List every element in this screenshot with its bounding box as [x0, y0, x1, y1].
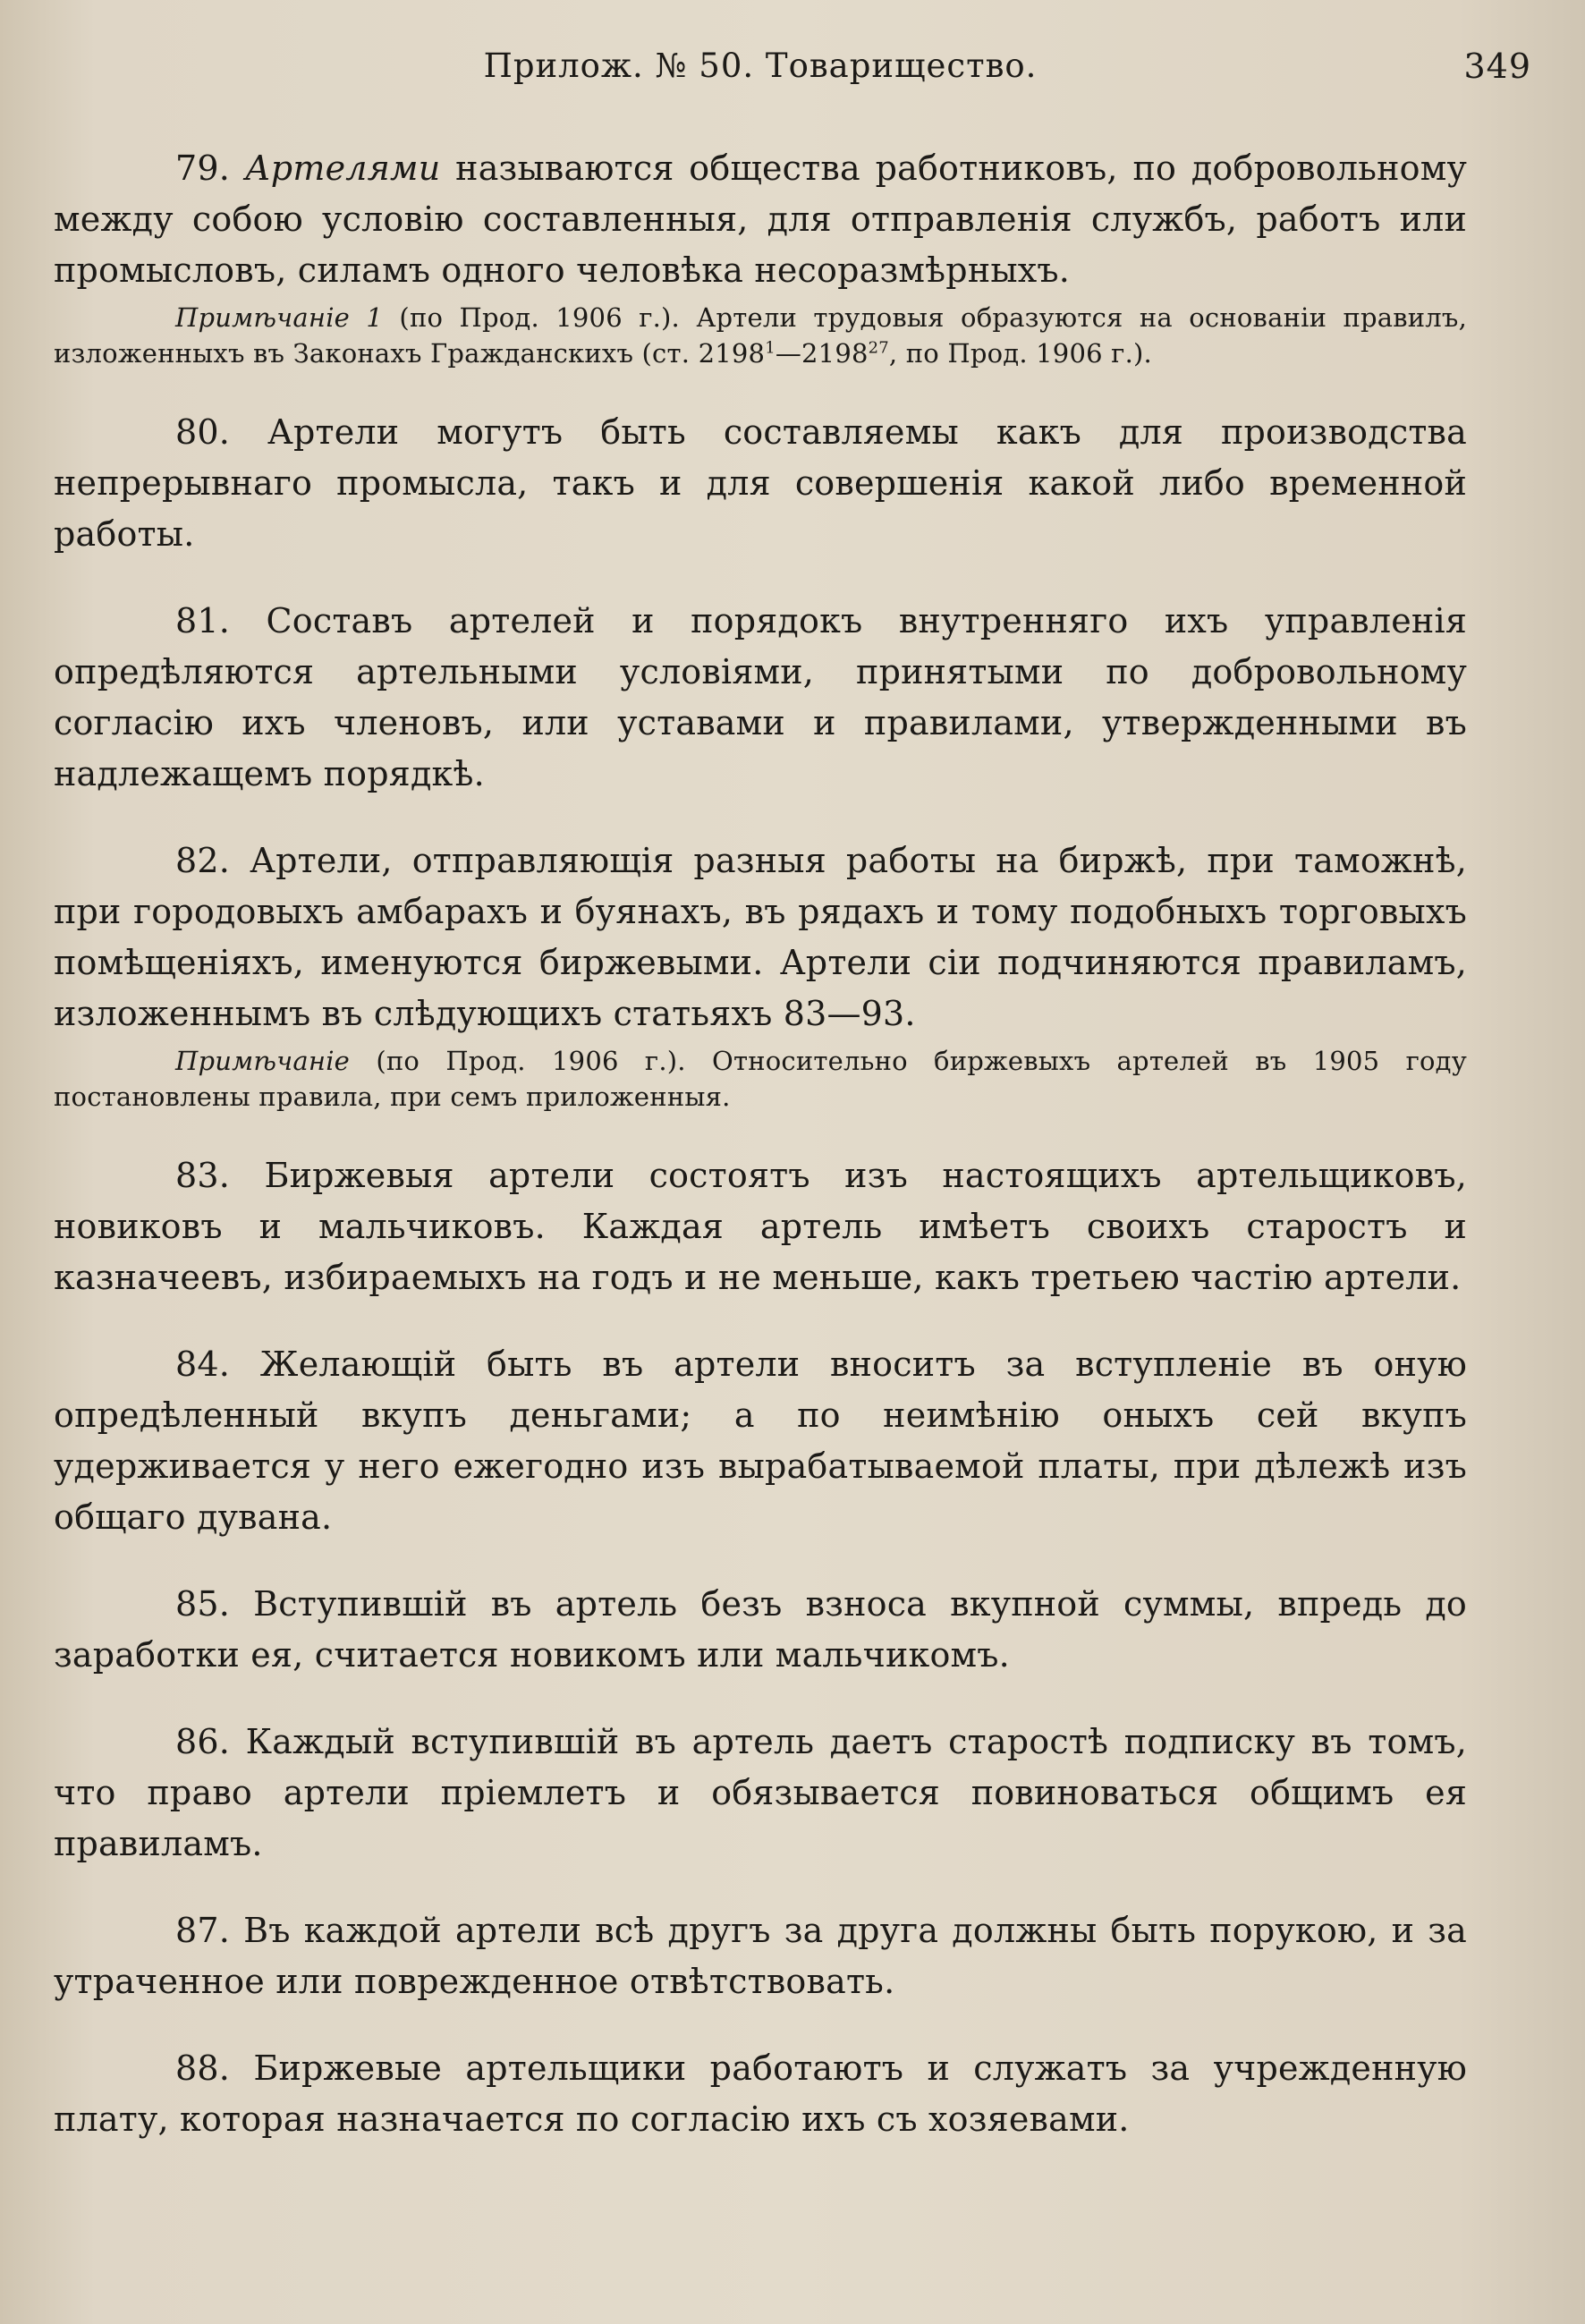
note-label: Примѣчаніе — [175, 1046, 351, 1076]
article-86 — [54, 1717, 1467, 1870]
page-header — [54, 47, 1531, 100]
article-text: Биржевые артельщики работаютъ и служатъ за учрежденную плату, которая назначается по согласію ихъ съ хозяевами. — [54, 2048, 1467, 2139]
note-sup: 27 — [868, 338, 889, 358]
note-text: (по Прод. 1906 г.). Относительно биржевыхъ артелей въ 1905 году постановлены правила, при семъ приложенныя. — [54, 1046, 1467, 1112]
article-text: Биржевыя артели состоятъ изъ настоящихъ артельщиковъ, новиковъ и мальчиковъ. Каждая артель имѣетъ своихъ старостъ и казначеевъ, избираемыхъ на годъ и не меньше, какъ третьею частію артели. — [54, 1156, 1467, 1297]
note-sup: 1 — [765, 338, 776, 358]
article-number: 81. — [175, 601, 231, 640]
article-81 — [54, 596, 1467, 800]
note-82 — [54, 1043, 1467, 1115]
article-number: 79. — [175, 148, 231, 188]
article-88 — [54, 2043, 1467, 2145]
article-text: называются общества работниковъ, по добровольному между собою условію составленныя, для отправленія службъ, работъ или промысловъ, силамъ одного человѣка несоразмѣрныхъ. — [54, 148, 1468, 290]
article-text: Желающій быть въ артели вноситъ за вступленіе въ оную опредѣленный вкупъ деньгами; а по неимѣнію оныхъ сей вкупъ удерживается у него ежегодно изъ вырабатываемой платы, при дѣлежѣ изъ общаго дувана. — [54, 1344, 1467, 1537]
article-number: 85. — [175, 1584, 231, 1624]
article-number: 87. — [175, 1911, 231, 1950]
article-number: 84. — [175, 1344, 231, 1384]
article-80 — [54, 407, 1467, 560]
note-text: , по Прод. 1906 г.). — [888, 338, 1152, 369]
body-text — [54, 143, 1467, 2145]
page-number: 349 — [1463, 47, 1531, 86]
note-79 — [54, 300, 1467, 371]
article-text: Вступившій въ артель безъ взноса вкупной суммы, впредь до заработки ея, считается новикомъ или мальчикомъ. — [54, 1584, 1467, 1675]
article-84 — [54, 1339, 1467, 1543]
note-text: (по Прод. 1906 г.). Артели трудовыя образуются на основаніи правилъ, изложенныхъ въ Законахъ Гражданскихъ (ст. 2198 — [54, 302, 1467, 369]
note-text: —2198 — [775, 338, 869, 369]
article-number: 83. — [175, 1156, 231, 1195]
article-82 — [54, 835, 1467, 1039]
article-text: Каждый вступившій въ артель даетъ старостѣ подписку въ томъ, что право артели пріемлетъ и обязывается повиноваться общимъ ея правиламъ. — [54, 1722, 1467, 1863]
article-number: 80. — [175, 412, 231, 452]
note-label: Примѣчаніе 1 — [175, 302, 384, 333]
article-text: Артели могутъ быть составляемы какъ для производства непрерывнаго промысла, такъ и для совершенія какой либо временной работы. — [54, 412, 1467, 554]
article-number: 86. — [175, 1722, 231, 1761]
article-87 — [54, 1905, 1467, 2007]
article-85 — [54, 1579, 1467, 1681]
article-text: Составъ артелей и порядокъ внутренняго ихъ управленія опредѣляются артельными условіями, принятыми по добровольному согласію ихъ членовъ, или уставами и правилами, утвержденными въ надлежащемъ порядкѣ. — [54, 601, 1467, 793]
article-number: 82. — [175, 841, 231, 880]
article-79 — [54, 143, 1467, 296]
article-83 — [54, 1150, 1467, 1303]
article-term: Артелями — [244, 148, 441, 188]
article-number: 88. — [175, 2048, 231, 2088]
running-title: Прилож. № 50. Товарищество. — [483, 47, 1038, 85]
article-text: Въ каждой артели всѣ другъ за друга должны быть порукою, и за утраченное или поврежденное отвѣтствовать. — [54, 1911, 1467, 2001]
article-text: Артели, отправляющія разныя работы на биржѣ, при таможнѣ, при городовыхъ амбарахъ и буянахъ, въ рядахъ и тому подобныхъ торговыхъ помѣщеніяхъ, именуются биржевыми. Артели сіи подчиняются правиламъ, изложеннымъ въ слѣдующихъ статьяхъ 83—93. — [54, 841, 1467, 1033]
